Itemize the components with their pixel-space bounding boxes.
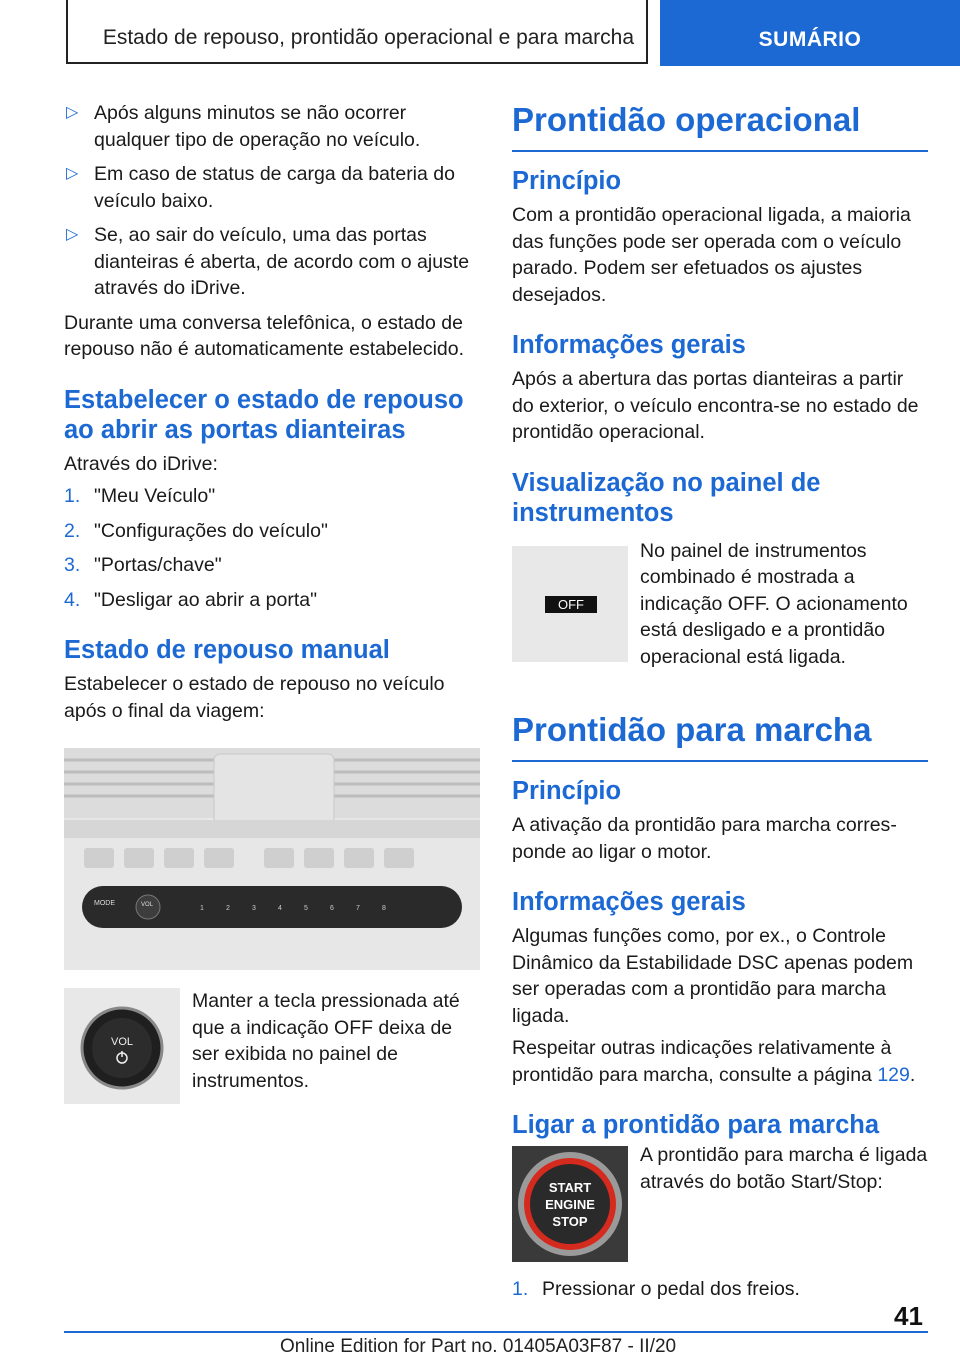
footer-edition: Online Edition for Part no. 01405A03F87 - II/20	[280, 1336, 677, 1357]
svg-text:ENGINE: ENGINE	[545, 1197, 595, 1212]
header-title: Estado de repouso, prontidão operacional e para marcha	[66, 0, 648, 64]
svg-text:3: 3	[252, 905, 256, 912]
heading-prontidao-operacional: Prontidão operacional	[512, 100, 928, 152]
heading-visualizacao: Visualização no painel de instrumentos	[512, 468, 821, 527]
off-indicator-image	[512, 546, 628, 662]
ligar-text: A prontidão para marcha é ligada através do botão Start/Stop:	[640, 1144, 928, 1193]
off-figure-row	[512, 539, 928, 671]
info-2-text: Algumas funções como, por ex., o Controle Dinâmico da Estabilidade DSC apenas podem ser operadas com a prontidão para marcha ligada.	[512, 925, 914, 1027]
step-item: 1. "Meu Veículo"	[64, 485, 216, 507]
footer-divider	[64, 1331, 928, 1333]
console-image	[64, 748, 480, 970]
visual-text: No painel de instrumentos combinado é mostrada a indicação OFF. O acionamento está desligado e a prontidão operacional está ligada.	[640, 539, 908, 668]
svg-text:START: START	[548, 1180, 592, 1195]
bullet-list	[64, 100, 480, 302]
ligar-steps	[512, 1276, 928, 1303]
bullet-item: ▷ Se, ao sair do veículo, uma das portas dianteiras é aberta, de acordo com o ajuste através do iDrive.	[66, 224, 470, 299]
info-3-text: Respeitar outras indicações relativamente à prontidão para marcha, consulte a página 129.	[512, 1037, 916, 1086]
triangle-bullet-icon: ▷	[66, 104, 79, 121]
heading-open-doors: Estabelecer o estado de repouso ao abrir as portas dianteiras	[64, 385, 464, 444]
info-1-text: Após a abertura das portas dianteiras a partir do exterior, o veículo encontra-se no estado de prontidão operacional.	[512, 368, 919, 443]
steps-list	[64, 483, 480, 613]
heading-manual-rest: Estado de repouso manual	[64, 636, 390, 664]
heading-principio-2: Princípio	[512, 777, 622, 805]
vol-knob-image	[64, 988, 180, 1104]
summary-button[interactable]: SUMÁRIO	[660, 0, 960, 66]
step-item: 1. Pressionar o pedal dos freios.	[512, 1278, 800, 1300]
svg-text:VOL: VOL	[110, 1036, 134, 1048]
page-number: 41	[894, 1301, 923, 1331]
principio-2-text: A ativação da prontidão para marcha corresponde ao ligar o motor.	[512, 814, 897, 863]
heading-info-1: Informações gerais	[512, 331, 746, 359]
svg-text:OFF: OFF	[558, 596, 584, 612]
bullet-item: ▷ Em caso de status de carga da bateria do veículo baixo.	[66, 163, 455, 212]
heading-ligar: Ligar a prontidão para marcha	[512, 1111, 880, 1139]
triangle-bullet-icon: ▷	[66, 165, 79, 182]
knob-text: Manter a tecla pressionada até que a indicação OFF deixa de ser exibida no painel de instrumentos.	[192, 990, 460, 1092]
svg-text:VOL: VOL	[141, 902, 154, 908]
step-item: 3. "Portas/chave"	[64, 554, 222, 576]
start-figure-row	[512, 1146, 928, 1262]
svg-text:2: 2	[226, 905, 230, 912]
knob-figure-row	[64, 988, 480, 1104]
left-column	[64, 100, 480, 1104]
svg-text:MODE: MODE	[94, 900, 115, 907]
bullet-item: ▷ Após alguns minutos se não ocorrer qualquer tipo de operação no veículo.	[66, 102, 421, 151]
via-idrive: Através do iDrive:	[64, 452, 218, 475]
start-stop-button-image	[512, 1146, 628, 1262]
heading-principio-1: Princípio	[512, 167, 622, 195]
svg-text:6: 6	[330, 905, 334, 912]
svg-text:1: 1	[200, 905, 204, 912]
manual-text: Estabelecer o estado de repouso no veículo após o final da viagem:	[64, 673, 445, 722]
svg-text:7: 7	[356, 905, 360, 912]
principio-1-text: Com a prontidão operacional ligada, a maioria das funções pode ser operada com o veículo parado. Podem ser efetuados os ajustes desejados.	[512, 204, 911, 306]
step-item: 2. "Configurações do veículo"	[64, 519, 328, 542]
page-link[interactable]: 129	[877, 1063, 910, 1086]
step-item: 4. "Desligar ao abrir a porta"	[64, 588, 318, 611]
paragraph-phone-call: Durante uma conversa telefônica, o estado de repouso não é automaticamente estabelecido.	[64, 311, 465, 360]
right-column	[512, 100, 928, 1311]
svg-text:5: 5	[304, 905, 308, 912]
triangle-bullet-icon: ▷	[66, 226, 79, 243]
svg-text:4: 4	[278, 905, 282, 912]
heading-prontidao-marcha: Prontidão para marcha	[512, 710, 928, 762]
svg-text:STOP: STOP	[552, 1214, 588, 1229]
svg-text:8: 8	[382, 905, 386, 912]
heading-info-2: Informações gerais	[512, 888, 746, 916]
